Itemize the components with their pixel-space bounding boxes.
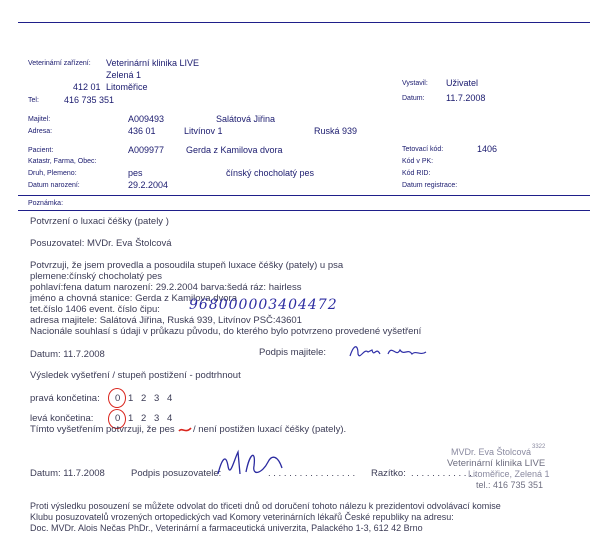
body-line-2: plemene:čínský chocholatý pes [30, 271, 163, 282]
stamp-clinic: Veterinární klinika LIVE [447, 458, 546, 469]
pk-label: Kód v PK: [402, 158, 434, 165]
body-line-7: Nacionále souhlasí s údaji v průkazu původu, do kterého bylo potvrzeno provedené vyšetření [30, 326, 422, 337]
left-grade-4: 4 [167, 413, 173, 424]
body-line-1: Potvrzuji, že jsem provedla a posoudila stupeň luxace čéšky (pately) u psa [30, 260, 344, 271]
top-rule [18, 22, 590, 23]
reg-label: Datum registrace: [402, 182, 458, 189]
stamp-code: 3322 [532, 444, 546, 450]
owner-id: A009493 [128, 114, 165, 124]
right-grade-0: 0 [115, 393, 121, 404]
certificate-title: Potvrzení o luxaci čéšky (pately ) [30, 216, 169, 227]
strike-mark [178, 425, 192, 435]
date-line-1: Datum: 11.7.2008 [30, 349, 105, 360]
patient-label: Pacient: [28, 147, 54, 154]
confirm-text-rest: / není postižen luxací čéšky (pately). [193, 424, 347, 435]
right-leg-label: pravá končetina: [30, 393, 100, 404]
clinic-city: Litoměřice [106, 82, 148, 92]
owner-name: Salátová Jiřina [216, 114, 276, 124]
left-grade-2: 2 [141, 413, 147, 424]
notes-rule-top [18, 195, 590, 196]
header-date-value: 11.7.2008 [446, 93, 486, 103]
clinic-name: Veterinární klinika LIVE [106, 58, 200, 68]
right-grade-4: 4 [167, 393, 173, 404]
date-line-2: Datum: 11.7.2008 [30, 468, 105, 479]
right-grade-2: 2 [141, 393, 147, 404]
header-date-label: Datum: [402, 95, 425, 102]
stamp-name: MVDr. Eva Štolcová [451, 447, 532, 457]
rid-label: Kód RID: [402, 170, 431, 177]
confirm-text: Tímto vyšetřením potvrzuji, že pes [30, 424, 175, 435]
issued-label: Vystavil: [402, 80, 428, 87]
footer-line-2: Klubu posuzovatelů vrozených ortopedických vad Komory veterinárních lékařů České republiky na adresu: [30, 512, 454, 522]
body-line-5: tet.číslo 1406 event. číslo čipu: [30, 304, 160, 315]
patient-id: A009977 [128, 145, 165, 155]
cadastre-label: Katastr, Farma, Obec: [28, 158, 97, 165]
owner-signature [346, 340, 436, 364]
tattoo-value: 1406 [477, 144, 498, 154]
issued-value: Uživatel [446, 78, 479, 88]
examiner-line: Posuzovatel: MVDr. Eva Štolcová [30, 238, 172, 249]
address-label: Adresa: [28, 128, 53, 135]
result-heading: Výsledek vyšetření / stupeň postižení - podtrhnout [30, 370, 241, 381]
owner-label: Majitel: [28, 116, 51, 123]
body-line-6: adresa majitele: Salátová Jiřina, Ruská 939, Litvínov PSČ:43601 [30, 315, 302, 326]
breed-value: čínský chocholatý pes [226, 168, 315, 178]
signature-dots: . . . . . . . . . . . . . . . . . [268, 468, 356, 479]
left-grade-0: 0 [115, 413, 121, 424]
clinic-street: Zelená 1 [106, 70, 142, 80]
body-line-4: jméno a chovná stanice: Gerda z Kamilova dvora [30, 293, 237, 304]
patient-name: Gerda z Kamilova dvora [186, 145, 283, 155]
owner-street: Ruská 939 [314, 126, 358, 136]
species-label: Druh, Plemeno: [28, 170, 77, 177]
right-grade-circle [108, 388, 126, 408]
notes-rule-bottom [18, 210, 590, 211]
species-value: pes [128, 168, 143, 178]
left-grade-1: 1 [128, 413, 134, 424]
stamp-dots: . . . . . . . . . . . . . [411, 468, 477, 479]
body-line-3: pohlaví:fena datum narození: 29.2.2004 barva:šedá ráz: hairless [30, 282, 302, 293]
chip-number-handwritten: 968000003404472 [189, 297, 338, 313]
footer-line-1: Proti výsledku posouzení se můžete odvolat do třiceti dnů od doručení tohoto nálezu k prezidentovi odvolávací komise [30, 501, 501, 511]
left-grade-3: 3 [154, 413, 160, 424]
owner-city: Litvínov 1 [184, 126, 223, 136]
right-grade-1: 1 [128, 393, 134, 404]
stamp-label: Razítko: [371, 468, 406, 479]
stamp-tel: tel.: 416 735 351 [476, 480, 544, 490]
tattoo-label: Tetovací kód: [402, 146, 444, 153]
right-grade-3: 3 [154, 393, 160, 404]
tel-value: 416 735 351 [64, 95, 115, 105]
dob-label: Datum narození: [28, 182, 80, 189]
stamp-address: Litoměřice, Zelená 1 [468, 469, 550, 479]
footer-line-3: Doc. MVDr. Alois Nečas PhDr., Veterinární a farmaceutická univerzita, Palackého 1-3, 612 42 Brno [30, 523, 423, 533]
owner-postcode: 436 01 [128, 126, 156, 136]
examiner-signature-label: Podpis posuzovatele: [131, 468, 222, 479]
dob-value: 29.2.2004 [128, 180, 169, 190]
owner-signature-label: Podpis majitele: [259, 347, 327, 358]
tel-label: Tel: [28, 97, 39, 104]
vet-label: Veterinární zařízení: [28, 60, 91, 67]
clinic-postcode: 412 01 [73, 82, 101, 92]
left-leg-label: levá končetina: [30, 413, 94, 424]
notes-label: Poznámka: [28, 200, 64, 207]
